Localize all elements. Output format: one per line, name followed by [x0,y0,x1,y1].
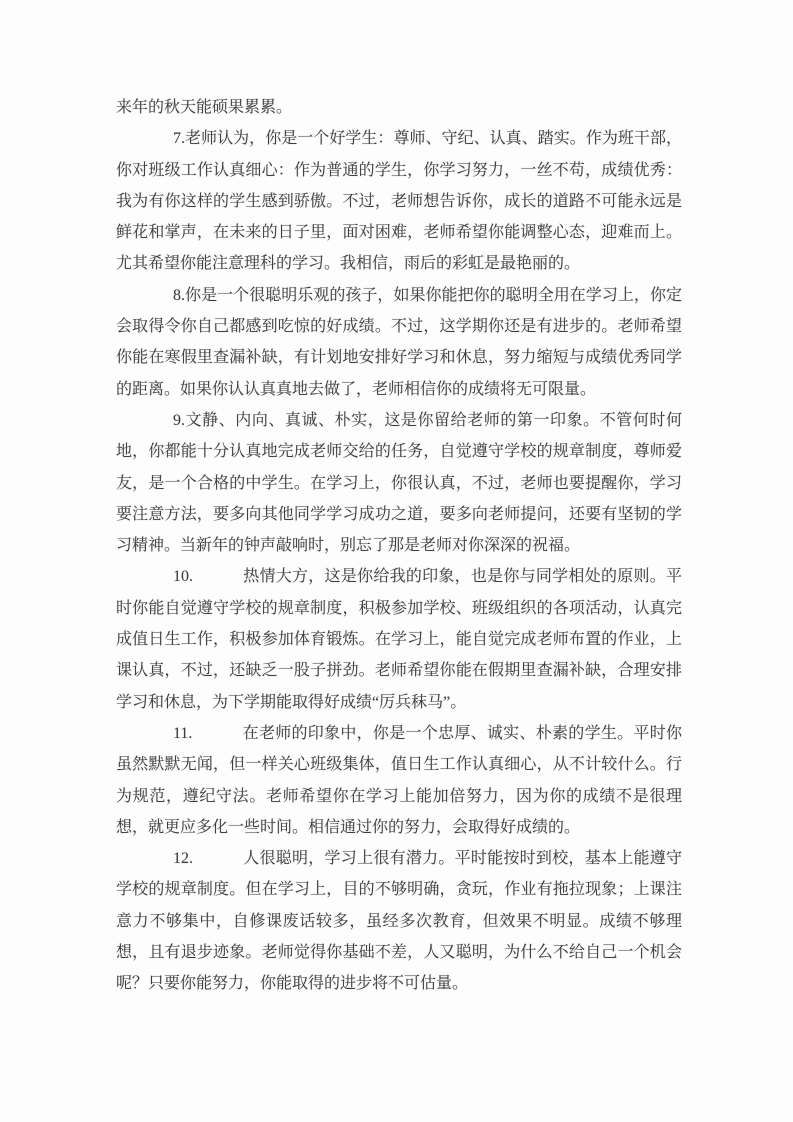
paragraph-number: 8. [173,286,185,304]
document-text [116,92,682,1000]
paragraph-list [116,123,682,999]
continuation-paragraph: 来年的秋天能硕果累累。 [116,99,293,116]
paragraph-text: 你是一个很聪明乐观的孩子，如果你能把你的聪明全用在学习上，你定会取得令你自己都感到吃惊的好成绩。不过，这学期你还是有进步的。老师希望你能在寒假里查漏补缺，有计划地安排好学习和休息，努力缩短与成绩优秀同学的距离。如果你认认真真地去做了，老师相信你的成绩将无可限量。 [116,286,682,398]
comment-paragraph [116,718,682,843]
paragraph-text: 文静、内向、真诚、朴实，这是你留给老师的第一印象。不管何时何地，你都能十分认真地完成老师交给的任务，自觉遵守学校的规章制度，尊师爱友，是一个合格的中学生。在学习上，你很认真，不过，老师也要提醒你，学习要注意方法，要多向其他同学学习成功之道，要多向老师提问，还要有坚韧的学习精神。当新年的钟声敲响时，别忘了那是老师对你深深的祝福。 [116,411,682,555]
paragraph-text: 热情大方，这是你给我的印象，也是你与同学相处的原则。平时你能自觉遵守学校的规章制度，积极参加学校、班级组织的各项活动，认真完成值日生工作，积极参加体育锻炼。在学习上，能自觉完成老师布置的作业，上课认真，不过，还缺乏一股子拼劲。老师希望你能在假期里查漏补缺，合理安排学习和休息，为下学期能取得好成绩“厉兵秣马”。 [116,568,682,711]
paragraph-text: 老师认为，你是一个好学生：尊师、守纪、认真、踏实。作为班干部，你对班级工作认真细心：作为普通的学生，你学习努力，一丝不苟，成绩优秀：我为有你这样的学生感到骄傲。不过，老师想告诉你，成长的道路不可能永远是鲜花和掌声，在未来的日子里，面对困难，老师希望你能调整心态，迎难而上。尤其希望你能注意理科的学习。我相信，雨后的彩虹是最艳丽的。 [116,130,682,273]
comment-paragraph [116,280,682,405]
comment-paragraph [116,843,682,999]
comment-paragraph [116,123,682,279]
comment-paragraph [116,405,682,561]
paragraph-number: 7. [173,130,185,148]
paragraph-number: 9. [173,411,185,429]
paragraph-text: 在老师的印象中，你是一个忠厚、诚实、朴素的学生。平时你虽然默默无闻，但一样关心班级集体，值日生工作认真细心，从不计较什么。行为规范，遵纪守法。老师希望你在学习上能加倍努力，因为你的成绩不是很理想，就更应多化一些时间。相信通过你的努力，会取得好成绩的。 [116,724,682,836]
comment-paragraph [116,561,682,717]
paragraph-number: 10. [173,568,193,586]
paragraph-text: 人很聪明，学习上很有潜力。平时能按时到校，基本上能遵守学校的规章制度。但在学习上，目的不够明确，贪玩，作业有拖拉现象；上课注意力不够集中，自修课废话较多，虽经多次教育，但效果不明显。成绩不够理想，且有退步迹象。老师觉得你基础不差，人又聪明，为什么不给自己一个机会呢？只要你能努力，你能取得的进步将不可估量。 [116,850,682,993]
paragraph-number: 12. [173,850,193,868]
paragraph-number: 11. [173,724,193,742]
